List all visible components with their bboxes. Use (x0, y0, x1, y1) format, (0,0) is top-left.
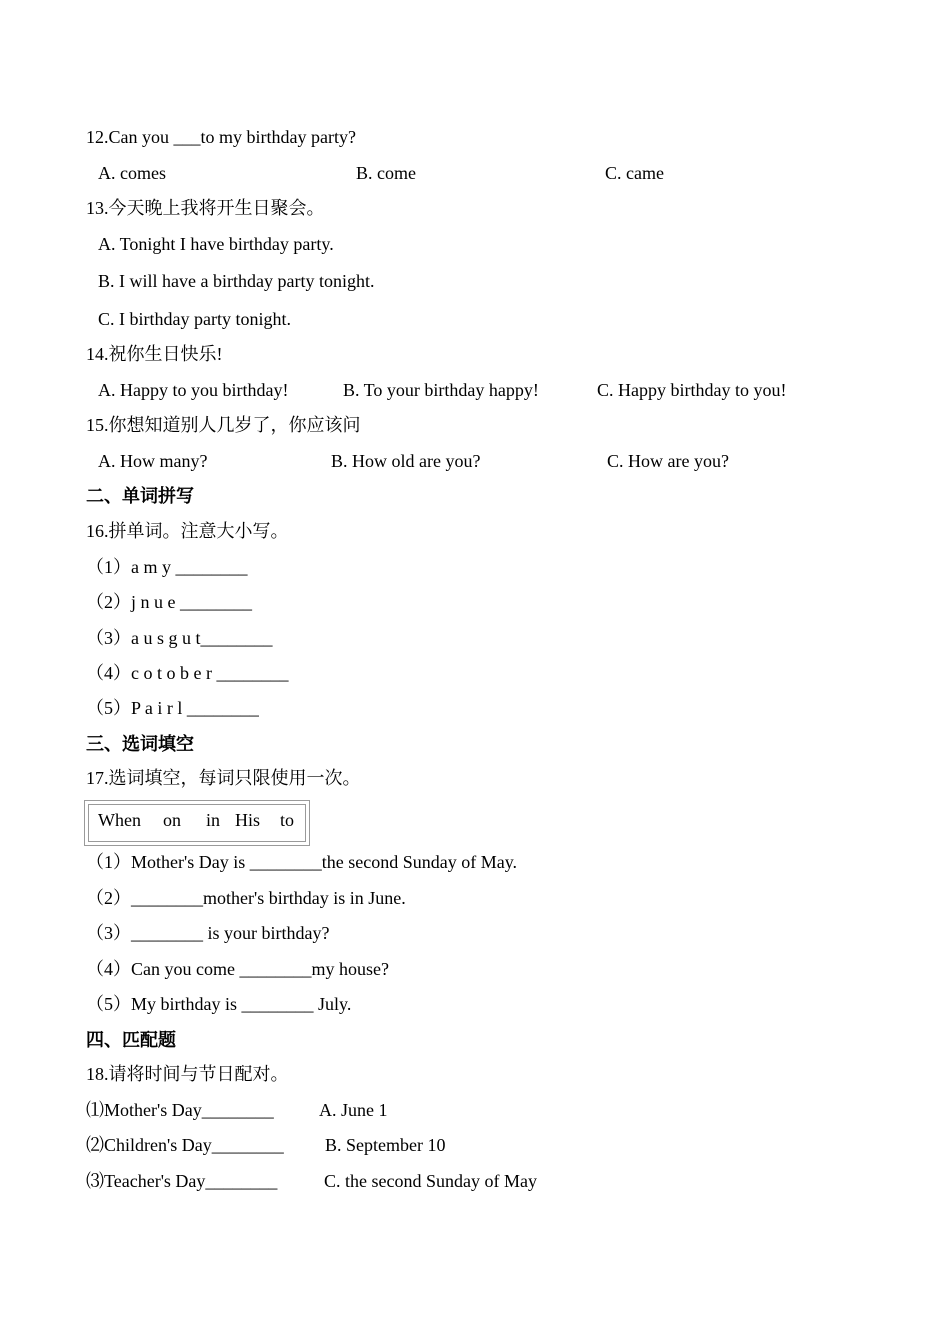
q15-option-a: A. How many? (98, 451, 208, 471)
q17-item-3: （3）________ is your birthday? (86, 923, 330, 943)
q12-option-a: A. comes (98, 163, 166, 183)
q12-option-c: C. came (605, 163, 664, 183)
q18-left-3: ⑶Teacher's Day________ (86, 1171, 278, 1191)
q18-right-c: C. the second Sunday of May (324, 1171, 537, 1191)
q16-item-4: （4）c o t o b e r ________ (86, 663, 289, 683)
q17-item-2: （2）________mother's birthday is in June. (86, 888, 406, 908)
q14-option-c: C. Happy birthday to you! (597, 380, 787, 400)
question-18-stem: 18.请将时间与节日配对。 (86, 1064, 289, 1084)
question-14-stem: 14.祝你生日快乐! (86, 344, 223, 364)
q16-item-3: （3）a u s g u t________ (86, 628, 273, 648)
question-15-stem: 15.你想知道别人几岁了，你应该问 (86, 415, 361, 435)
section-3-heading: 三、选词填空 (86, 734, 194, 754)
question-17-stem: 17.选词填空，每词只限使用一次。 (86, 768, 361, 788)
q14-option-b: B. To your birthday happy! (343, 380, 539, 400)
q13-option-c: C. I birthday party tonight. (98, 309, 291, 329)
q16-item-5: （5）P a i r l ________ (86, 698, 259, 718)
section-4-heading: 四、匹配题 (86, 1030, 176, 1050)
q14-option-a: A. Happy to you birthday! (98, 380, 289, 400)
q12-option-b: B. come (356, 163, 416, 183)
q18-left-2: ⑵Children's Day________ (86, 1135, 284, 1155)
q16-item-2: （2）j n u e ________ (86, 592, 252, 612)
word-bank-word: on (163, 810, 181, 830)
word-bank-word: His (235, 810, 261, 830)
q17-item-5: （5）My birthday is ________ July. (86, 994, 352, 1014)
q18-right-a: A. June 1 (319, 1100, 388, 1120)
q18-left-1: ⑴Mother's Day________ (86, 1100, 274, 1120)
q16-item-1: （1）a m y ________ (86, 557, 248, 577)
question-12-stem: 12.Can you ___to my birthday party? (86, 127, 356, 147)
q18-right-b: B. September 10 (325, 1135, 446, 1155)
q17-item-4: （4）Can you come ________my house? (86, 959, 389, 979)
q13-option-a: A. Tonight I have birthday party. (98, 234, 334, 254)
q15-option-b: B. How old are you? (331, 451, 481, 471)
word-bank-word: in (206, 810, 221, 830)
section-2-heading: 二、单词拼写 (86, 486, 194, 506)
q15-option-c: C. How are you? (607, 451, 729, 471)
question-16-stem: 16.拼单词。注意大小写。 (86, 521, 289, 541)
word-bank-box (84, 800, 310, 846)
word-bank-word: When (98, 810, 141, 830)
q17-item-1: （1）Mother's Day is ________the second Sunday of May. (86, 852, 518, 872)
word-bank-word: to (280, 810, 295, 830)
q13-option-b: B. I will have a birthday party tonight. (98, 271, 375, 291)
question-13-stem: 13.今天晚上我将开生日聚会。 (86, 198, 325, 218)
